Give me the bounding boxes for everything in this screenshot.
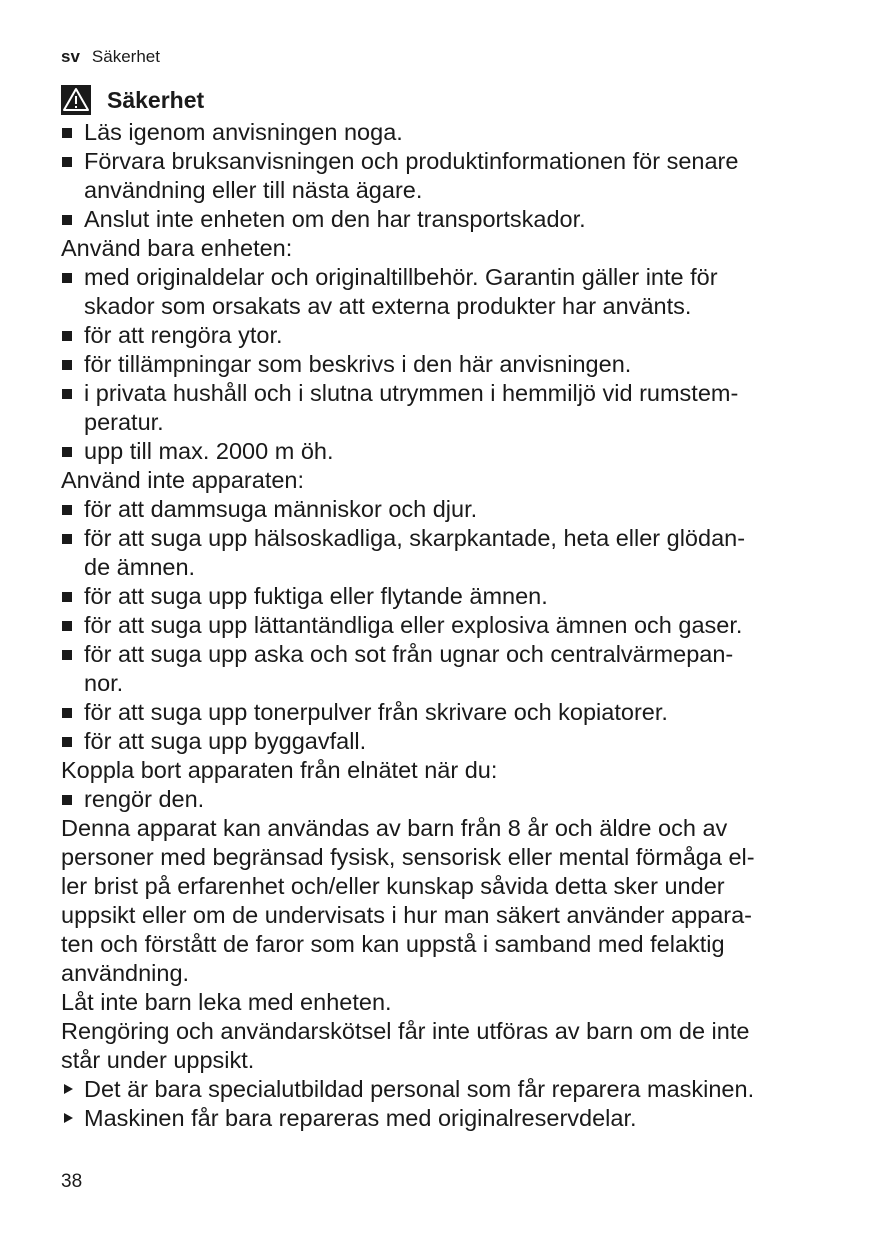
list-item [61, 582, 821, 611]
page-number: 38 [61, 1171, 83, 1192]
warning-triangle-icon [61, 85, 91, 115]
text-line: Låt inte barn leka med enheten. [61, 989, 392, 1015]
paragraph [61, 234, 821, 263]
text-line: Denna apparat kan användas av barn från 8 år och äldre och av [61, 815, 728, 841]
text-line: användning. [61, 960, 190, 986]
text-line: rengör den. [84, 786, 205, 812]
text-line: Det är bara specialutbildad personal som får reparera maskinen. [84, 1076, 755, 1102]
paragraph [61, 756, 821, 785]
list-item [61, 147, 821, 205]
text-line: uppsikt eller om de undervisats i hur man säkert använder appara- [61, 902, 753, 928]
text-line: personer med begränsad fysisk, sensorisk eller mental förmåga el- [61, 844, 755, 870]
text-line: användning eller till nästa ägare. [84, 177, 423, 203]
list-item [61, 524, 821, 582]
running-head [61, 47, 160, 67]
text-line: står under uppsikt. [61, 1047, 255, 1073]
text-line: för att suga upp byggavfall. [84, 728, 367, 754]
text-line: Använd bara enheten: [61, 235, 293, 261]
instruction-item [61, 1075, 821, 1104]
text-line: för att rengöra ytor. [84, 322, 283, 348]
text-line: för att suga upp aska och sot från ugnar och centralvärmepan- [84, 641, 734, 667]
text-line: för att suga upp hälsoskadliga, skarpkantade, heta eller glödan- [84, 525, 746, 551]
text-line: Maskinen får bara repareras med originalreservdelar. [84, 1105, 637, 1131]
list-item [61, 727, 821, 756]
paragraph [61, 988, 821, 1017]
list-item [61, 495, 821, 524]
text-line: för tillämpningar som beskrivs i den här anvisningen. [84, 351, 632, 377]
text-line: de ämnen. [84, 554, 196, 580]
text-line: för att suga upp fuktiga eller flytande ämnen. [84, 583, 548, 609]
text-line: skador som orsakats av att externa produkter har använts. [84, 293, 692, 319]
list-item [61, 350, 821, 379]
text-line: för att suga upp lättantändliga eller explosiva ämnen och gaser. [84, 612, 743, 638]
instruction-item [61, 1104, 821, 1133]
page-title: Säkerhet [107, 87, 205, 113]
list-item [61, 698, 821, 727]
list-item [61, 118, 821, 147]
section-heading [61, 84, 204, 116]
text-line: Rengöring och användarskötsel får inte utföras av barn om de inte [61, 1018, 750, 1044]
text-line: Använd inte apparaten: [61, 467, 305, 493]
list-item [61, 205, 821, 234]
language-code: sv [61, 47, 80, 66]
list-item [61, 640, 821, 698]
text-line: upp till max. 2000 m öh. [84, 438, 334, 464]
list-item [61, 785, 821, 814]
paragraph [61, 466, 821, 495]
running-head-section: Säkerhet [91, 47, 160, 66]
text-line: Förvara bruksanvisningen och produktinformationen för senare [84, 148, 739, 174]
text-line: för att suga upp tonerpulver från skrivare och kopiatorer. [84, 699, 668, 725]
text-line: ler brist på erfarenhet och/eller kunskap såvida detta sker under [61, 873, 725, 899]
paragraph [61, 814, 821, 988]
paragraph [61, 1017, 821, 1075]
safety-content [61, 118, 821, 1133]
list-item [61, 379, 821, 437]
text-line: Läs igenom anvisningen noga. [84, 119, 403, 145]
text-line: Koppla bort apparaten från elnätet när du: [61, 757, 498, 783]
text-line: nor. [84, 670, 124, 696]
text-line: i privata hushåll och i slutna utrymmen i hemmiljö vid rumstem- [84, 380, 739, 406]
list-item [61, 263, 821, 321]
list-item [61, 321, 821, 350]
text-line: Anslut inte enheten om den har transportskador. [84, 206, 586, 232]
list-item [61, 437, 821, 466]
list-item [61, 611, 821, 640]
text-line: ten och förstått de faror som kan uppstå i samband med felaktig [61, 931, 725, 957]
text-line: peratur. [84, 409, 164, 435]
text-line: för att dammsuga människor och djur. [84, 496, 478, 522]
text-line: med originaldelar och originaltillbehör. Garantin gäller inte för [84, 264, 718, 290]
